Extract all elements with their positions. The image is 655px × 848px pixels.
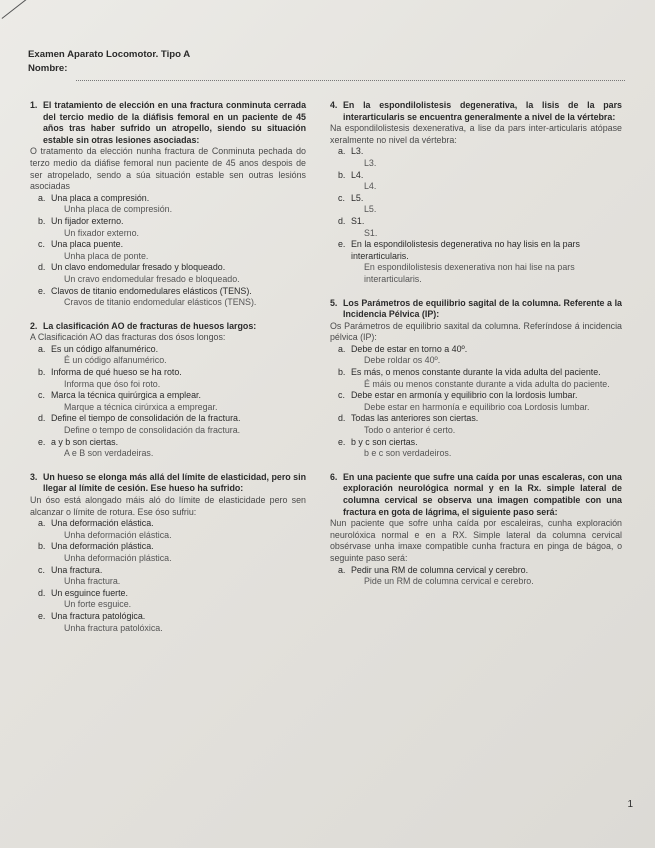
option-translation: Un forte esguice. — [64, 599, 132, 610]
option-translation: L3. — [364, 157, 377, 168]
option-c — [30, 390, 306, 402]
option-letter: c. — [38, 390, 45, 401]
question-translation: Un óso está alongado máis aló do límite de elasticidade pero sen alcanzar o límite de rotura. Ese óso sufriu: — [30, 495, 306, 517]
option-text: Es un código alfanumérico. — [51, 343, 159, 354]
option-translation: En espondilolistesis dexenerativa non hai lise na pars interarticularis. — [364, 262, 575, 284]
option-c — [30, 565, 306, 577]
question-heading — [30, 100, 306, 146]
question-heading — [30, 321, 306, 333]
option-letter: a. — [38, 518, 46, 529]
question-text: Los Parámetros de equilibrio sagital de la columna. Referente a la Incidencia Pélvica (IP): — [343, 297, 622, 320]
option-translation: Pide un RM de columna cervical e cerebro. — [364, 576, 534, 587]
option-translation: S1. — [364, 227, 378, 238]
option-letter: b. — [38, 215, 46, 226]
question-text: La clasificación AO de fracturas de huesos largos: — [43, 320, 257, 331]
option-translation: Unha deformación plástica. — [64, 552, 172, 563]
question-heading — [30, 472, 306, 495]
option-b — [30, 216, 306, 228]
option-letter: c. — [338, 192, 345, 203]
option-letter: a. — [338, 146, 346, 157]
option-letter: c. — [338, 390, 345, 401]
name-label: Nombre: — [28, 63, 68, 74]
question-1 — [30, 100, 306, 309]
option-a — [30, 344, 306, 356]
option-a — [330, 565, 622, 577]
option-text: Una placa a compresión. — [51, 192, 150, 203]
option-text: Informa de qué hueso se ha roto. — [51, 367, 182, 378]
option-e — [30, 437, 306, 449]
option-translation: É un código alfanumérico. — [64, 355, 167, 366]
question-translation: Nun paciente que sofre unha caída por escaleiras, cunha exploración neurolóxica normal e en a RX. Simple lateral da columna cervical obsérvase unha imaxe compatible cunha fractura en pinga de bágoa, o seguinte paso será: — [330, 518, 622, 563]
option-text: Clavos de titanio endomedulares elásticos (TENS). — [51, 285, 252, 296]
option-letter: d. — [338, 413, 346, 424]
option-text: S1. — [351, 215, 365, 226]
option-translation: Unha placa de ponte. — [64, 250, 149, 261]
page-number: 1 — [627, 799, 633, 810]
option-text: Define el tiempo de consolidación de la fractura. — [51, 413, 241, 424]
option-b — [30, 541, 306, 553]
option-d — [330, 216, 622, 228]
option-letter: c. — [38, 564, 45, 575]
option-a — [30, 193, 306, 205]
option-translation: Un fixador externo. — [64, 227, 139, 238]
option-text: Un esguince fuerte. — [51, 587, 128, 598]
option-letter: e. — [38, 610, 46, 621]
option-text: Debe estar en armonía y equilibrio con la lordosis lumbar. — [351, 390, 578, 401]
question-text: En una paciente que sufre una caída por unas escaleras, con una exploración neurológica normal y en la Rx. simple lateral de columna cervical se observa una imagen compatible con una fractura en gota de lágrima, el siguiente paso será: — [343, 471, 622, 517]
option-e — [330, 239, 622, 262]
option-text: Una deformación elástica. — [51, 518, 154, 529]
option-letter: b. — [38, 367, 46, 378]
question-translation: Os Parámetros de equilibrio saxital da columna. Referíndose á incidencia pélvica (IP): — [330, 320, 622, 343]
question-text: En la espondilolistesis degenerativa, la lisis de la pars interarticularis se encuentra generalmente a nivel de la vértebra: — [343, 100, 622, 122]
question-translation: O tratamento da elección nunha fractura de Conminuta pechada do terzo medio da diáfise femoral nun paciente de 45 anos despois de ser atropelado, sendo a súa situación estable sen outras lesións asociadas — [30, 146, 306, 192]
option-translation: Debe estar en harmonía e equilibrio coa Lordosis lumbar. — [364, 401, 590, 412]
option-e — [30, 611, 306, 623]
option-letter: a. — [338, 564, 346, 575]
option-c — [30, 239, 306, 251]
option-translation: L5. — [364, 204, 377, 215]
option-text: Una deformación plástica. — [51, 541, 154, 552]
option-letter: e. — [38, 436, 46, 447]
question-translation: A Clasificación AO das fracturas dos ósos longos: — [30, 332, 226, 343]
option-letter: a. — [38, 192, 46, 203]
option-text: a y b son ciertas. — [51, 436, 119, 447]
question-text: Un hueso se elonga más allá del límite de elasticidad, pero sin llegar al límite de cesión. Ese hueso ha sufrido: — [43, 471, 306, 494]
option-translation: É máis ou menos constante durante a vida adulta do paciente. — [364, 378, 610, 389]
option-text: Una placa puente. — [51, 239, 124, 250]
option-b — [330, 367, 622, 379]
option-translation: Unha deformación elástica. — [64, 529, 172, 540]
option-translation: A e B son verdadeiras. — [64, 448, 154, 459]
question-text: El tratamiento de elección en una fractura conminuta cerrada del tercio medio de la diáfisis femoral en un paciente de 45 años tras haber sufrido un atropello, siendo su situación estable sin otras lesiones asociadas: — [43, 100, 306, 145]
option-translation: L4. — [364, 181, 377, 192]
question-number: 6. — [330, 471, 338, 482]
question-number: 1. — [30, 100, 38, 110]
question-2 — [30, 321, 306, 460]
question-translation: Na espondilolistesis dexenerativa, a lise da pars inter-articularis atópase xeralmente no nivel da vértebra: — [330, 123, 622, 145]
option-letter: d. — [38, 262, 46, 273]
option-text: Una fractura patológica. — [51, 610, 146, 621]
option-text: L3. — [351, 146, 364, 157]
option-translation: Unha placa de compresión. — [64, 204, 173, 215]
option-d — [30, 262, 306, 274]
option-b — [30, 367, 306, 379]
option-text: Marca la técnica quirúrgica a emplear. — [51, 390, 201, 401]
option-a — [330, 344, 622, 356]
option-text: Un fijador externo. — [51, 215, 124, 226]
exam-header — [28, 48, 190, 76]
option-letter: e. — [338, 436, 346, 447]
option-a — [330, 146, 622, 158]
option-translation: Define o tempo de consolidación da fractura. — [64, 425, 241, 436]
question-6 — [330, 472, 622, 588]
question-4 — [330, 100, 622, 286]
option-translation: Cravos de titanio endomedular elásticos (TENS). — [64, 297, 257, 308]
option-text: Una fractura. — [51, 564, 103, 575]
question-number: 2. — [30, 320, 38, 331]
option-translation: Debe roldar os 40º. — [364, 355, 441, 366]
option-letter: e. — [338, 239, 346, 250]
option-letter: e. — [38, 285, 46, 296]
question-5 — [330, 298, 622, 460]
option-translation: Todo o anterior é certo. — [364, 425, 456, 436]
option-d — [330, 413, 622, 425]
option-text: Pedir una RM de columna cervical y cerebro. — [351, 564, 529, 575]
option-translation: Informa que óso foi roto. — [64, 378, 161, 389]
exam-title: Examen Aparato Locomotor. Tipo A — [28, 49, 191, 60]
right-column — [330, 100, 622, 600]
option-translation: Unha fractura patolóxica. — [64, 622, 163, 633]
option-text: Es más, o menos constante durante la vida adulta del paciente. — [351, 367, 601, 378]
option-letter: b. — [338, 169, 346, 180]
option-text: Todas las anteriores son ciertas. — [351, 413, 479, 424]
option-a — [30, 518, 306, 530]
option-b — [330, 170, 622, 182]
name-line — [76, 80, 625, 81]
option-letter: a. — [38, 343, 46, 354]
option-text: En la espondilolistesis degenerativa no hay lisis en la pars interarticularis. — [351, 239, 580, 261]
option-letter: d. — [38, 413, 46, 424]
option-d — [30, 588, 306, 600]
question-heading — [330, 298, 622, 321]
left-column — [30, 100, 306, 646]
option-letter: d. — [38, 587, 46, 598]
question-number: 4. — [330, 100, 338, 110]
option-text: Un clavo endomedular fresado y bloqueado. — [51, 262, 226, 273]
option-c — [330, 193, 622, 205]
question-number: 3. — [30, 471, 38, 482]
question-number: 5. — [330, 297, 338, 308]
option-letter: c. — [38, 239, 45, 250]
option-text: L5. — [351, 192, 364, 203]
question-heading — [330, 100, 622, 123]
option-translation: Marque a técnica cirúrxica a empregar. — [64, 401, 218, 412]
option-c — [330, 390, 622, 402]
option-translation: b e c son verdadeiros. — [364, 448, 452, 459]
option-text: L4. — [351, 169, 364, 180]
option-e — [30, 286, 306, 298]
option-translation: Un cravo endomedular fresado e bloqueado. — [64, 273, 240, 284]
option-letter: d. — [338, 215, 346, 226]
option-d — [30, 413, 306, 425]
question-3 — [30, 472, 306, 634]
option-text: Debe de estar en torno a 40º. — [351, 343, 468, 354]
question-heading — [330, 472, 622, 518]
option-letter: a. — [338, 343, 346, 354]
pen-mark — [2, 0, 50, 19]
option-e — [330, 437, 622, 449]
option-text: b y c son ciertas. — [351, 436, 418, 447]
option-letter: b. — [38, 541, 46, 552]
option-letter: b. — [338, 367, 346, 378]
option-translation: Unha fractura. — [64, 576, 121, 587]
